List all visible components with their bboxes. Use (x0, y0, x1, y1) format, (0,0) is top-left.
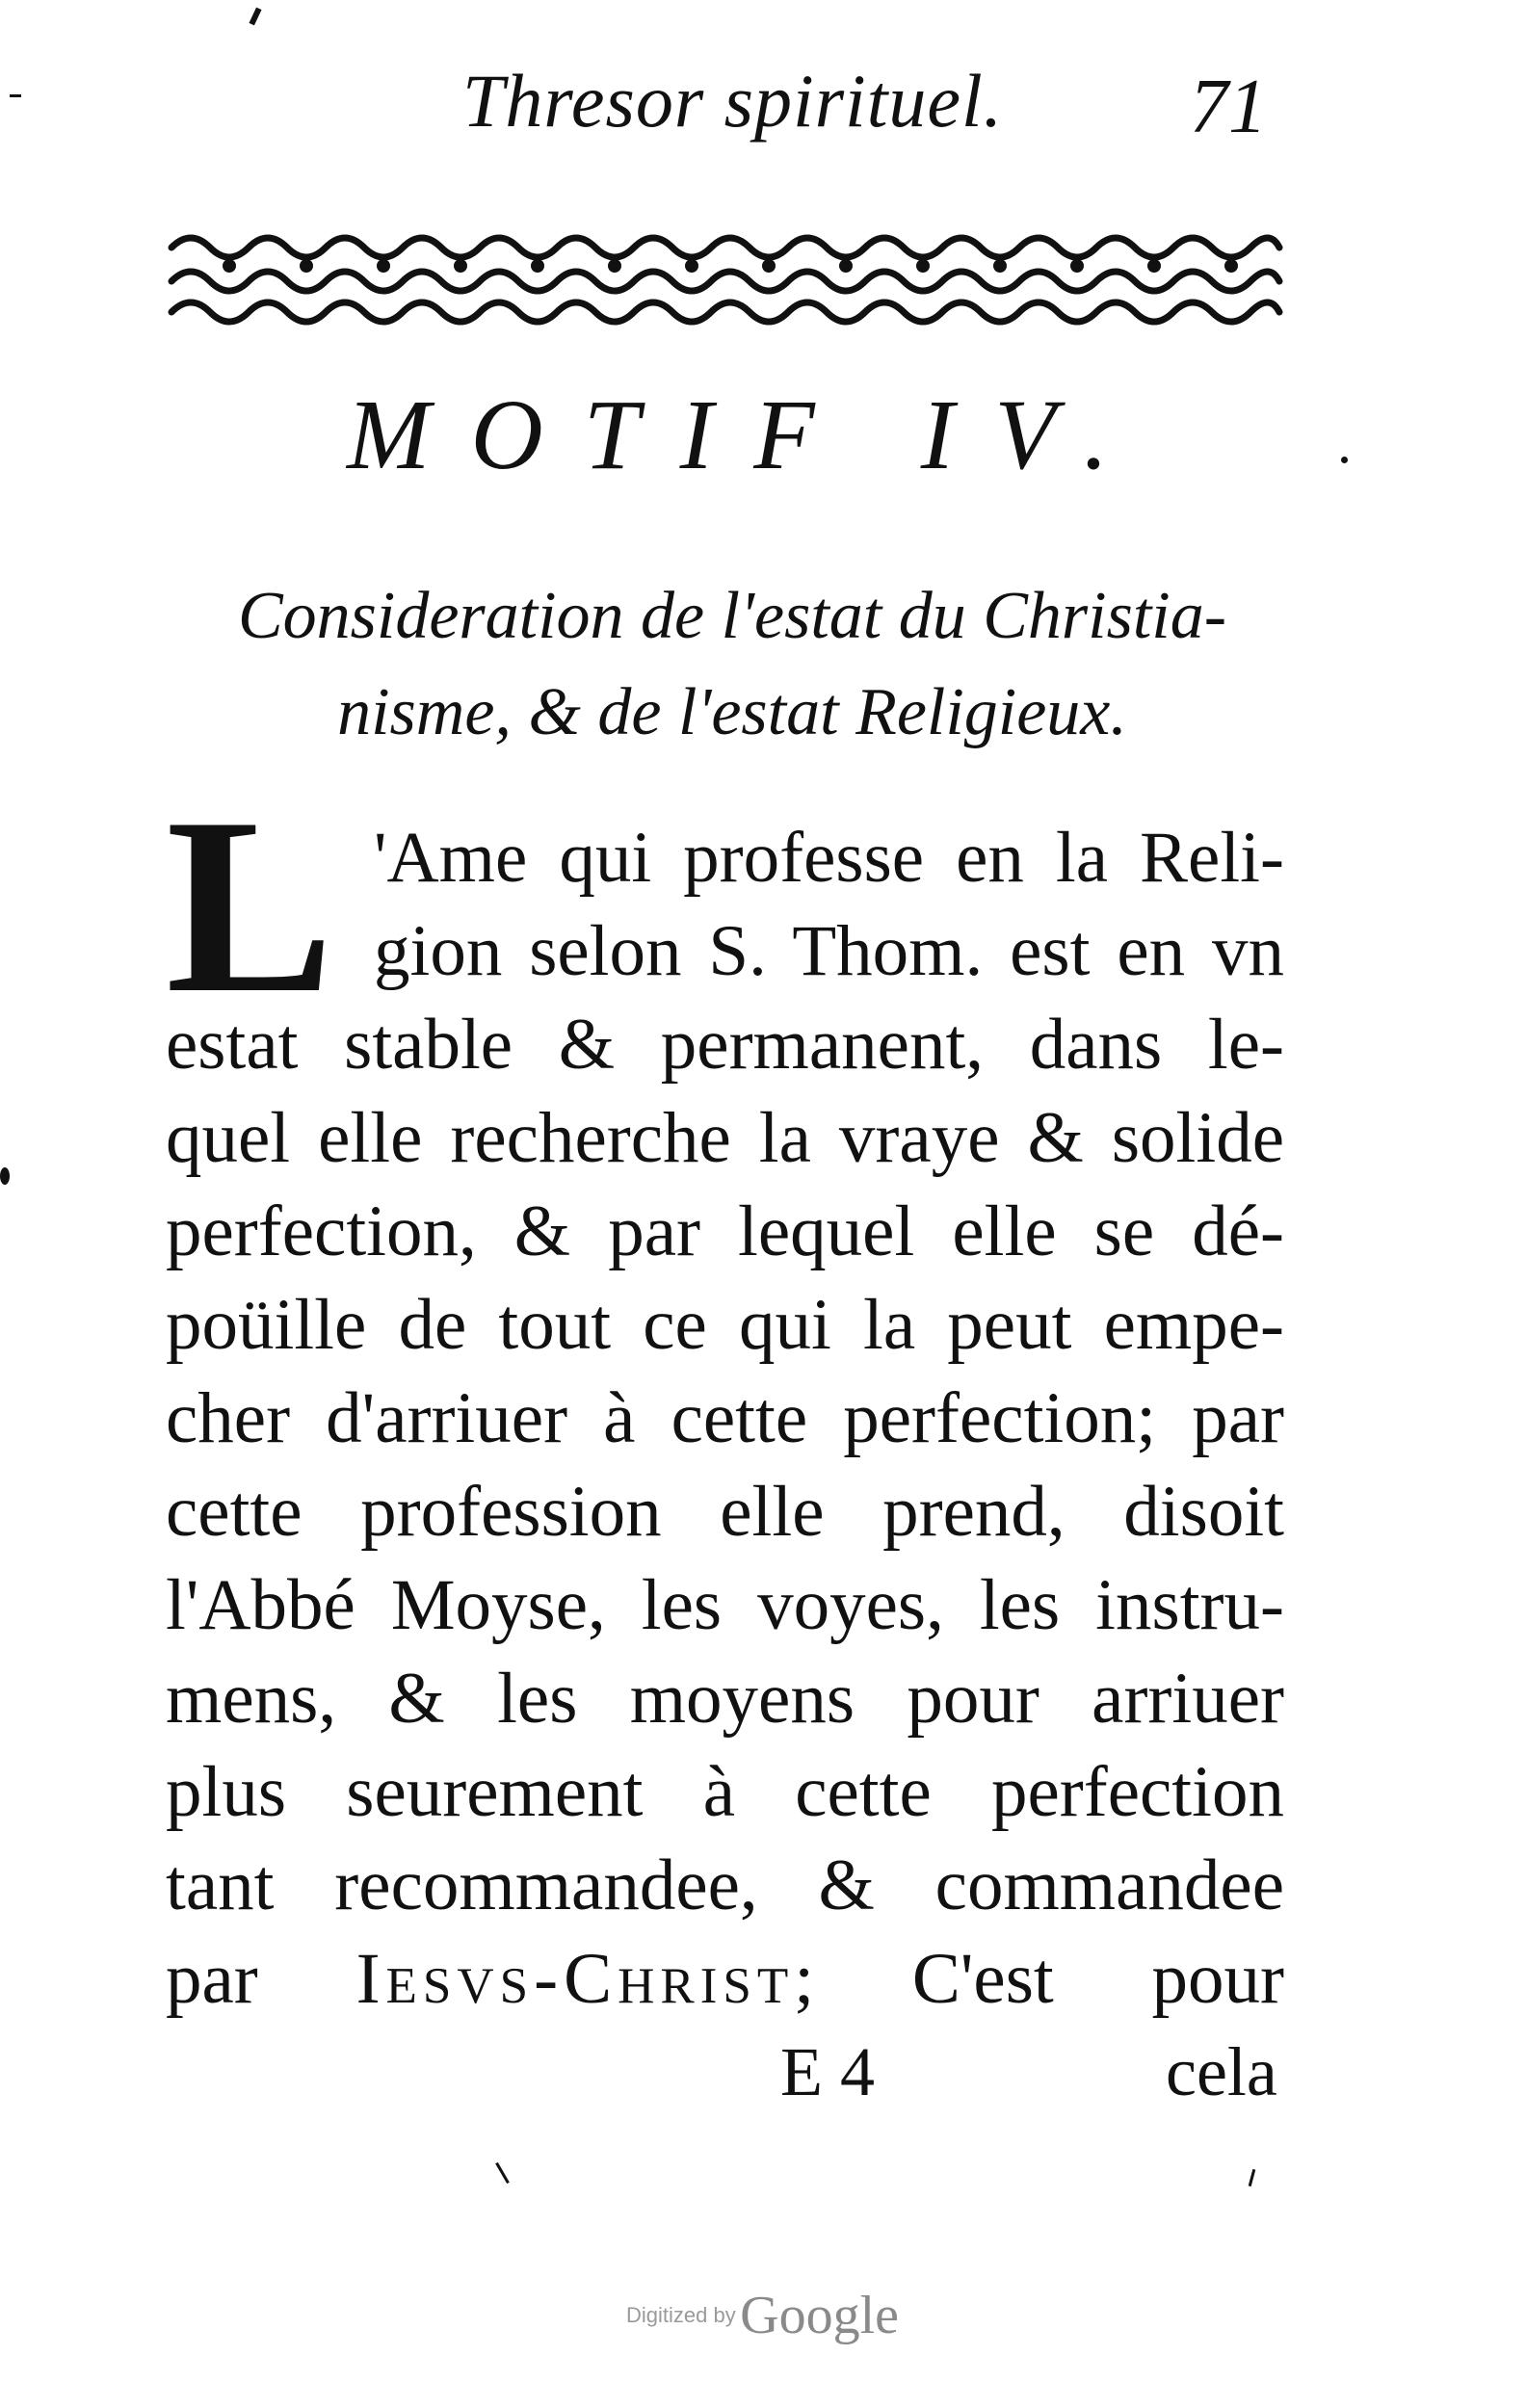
body-line-7: cher d'arriuer à cette perfection; par (166, 1378, 1284, 1458)
ink-speck (1341, 457, 1348, 463)
subtitle-line-1: Consideration de l'estat du Christia- (237, 579, 1227, 653)
ink-speck (249, 8, 261, 26)
page-number: 71 (1190, 65, 1267, 149)
chapter-heading: MOTIF IV. (347, 380, 1149, 490)
body-line-4: quel elle recherche la vraye & solide (166, 1098, 1284, 1178)
ink-speck (10, 94, 21, 97)
catchword: cela (1166, 2033, 1277, 2110)
body-line-6: poüille de tout ce qui la peut empe- (166, 1285, 1284, 1365)
body-line-13-end: ; C'est pour (794, 1939, 1285, 2019)
body-line-2: gion selon S. Thom. est en vn (374, 911, 1284, 991)
ink-speck (495, 2162, 510, 2184)
body-line-13-name: Iesvs-Christ (355, 1939, 795, 2019)
drop-cap: L (166, 766, 334, 1045)
body-line-1: 'Ame qui professe en la Reli- (374, 818, 1284, 898)
signature-mark: E 4 (780, 2033, 875, 2110)
body-line-8: cette profession elle prend, disoit (166, 1472, 1284, 1552)
chapter-subtitle (169, 568, 1296, 761)
body-line-3: estat stable & permanent, dans le- (166, 1005, 1284, 1085)
body-line-13-start: par (166, 1939, 356, 2019)
ink-speck (1249, 2169, 1256, 2186)
body-line-9: l'Abbé Moyse, les voyes, les instru- (166, 1565, 1284, 1645)
running-title: Thresor spirituel. (462, 59, 1004, 143)
body-line-12: tant recommandee, & commandee (166, 1845, 1284, 1925)
decorative-ornament-band (162, 223, 1287, 331)
watermark-prefix: Digitized by (626, 2303, 736, 2327)
body-line-11: plus seurement à cette perfection (166, 1752, 1284, 1832)
watermark-brand: Google (740, 2286, 900, 2345)
body-line-5: perfection, & par lequel elle se dé- (166, 1191, 1284, 1271)
body-line-13 (166, 1938, 1284, 2021)
digitization-watermark (626, 2285, 899, 2346)
subtitle-line-2: nisme, & de l'estat Religieux. (337, 675, 1127, 749)
ink-speck (0, 1167, 10, 1185)
body-line-10: mens, & les moyens pour arriuer (166, 1659, 1284, 1739)
